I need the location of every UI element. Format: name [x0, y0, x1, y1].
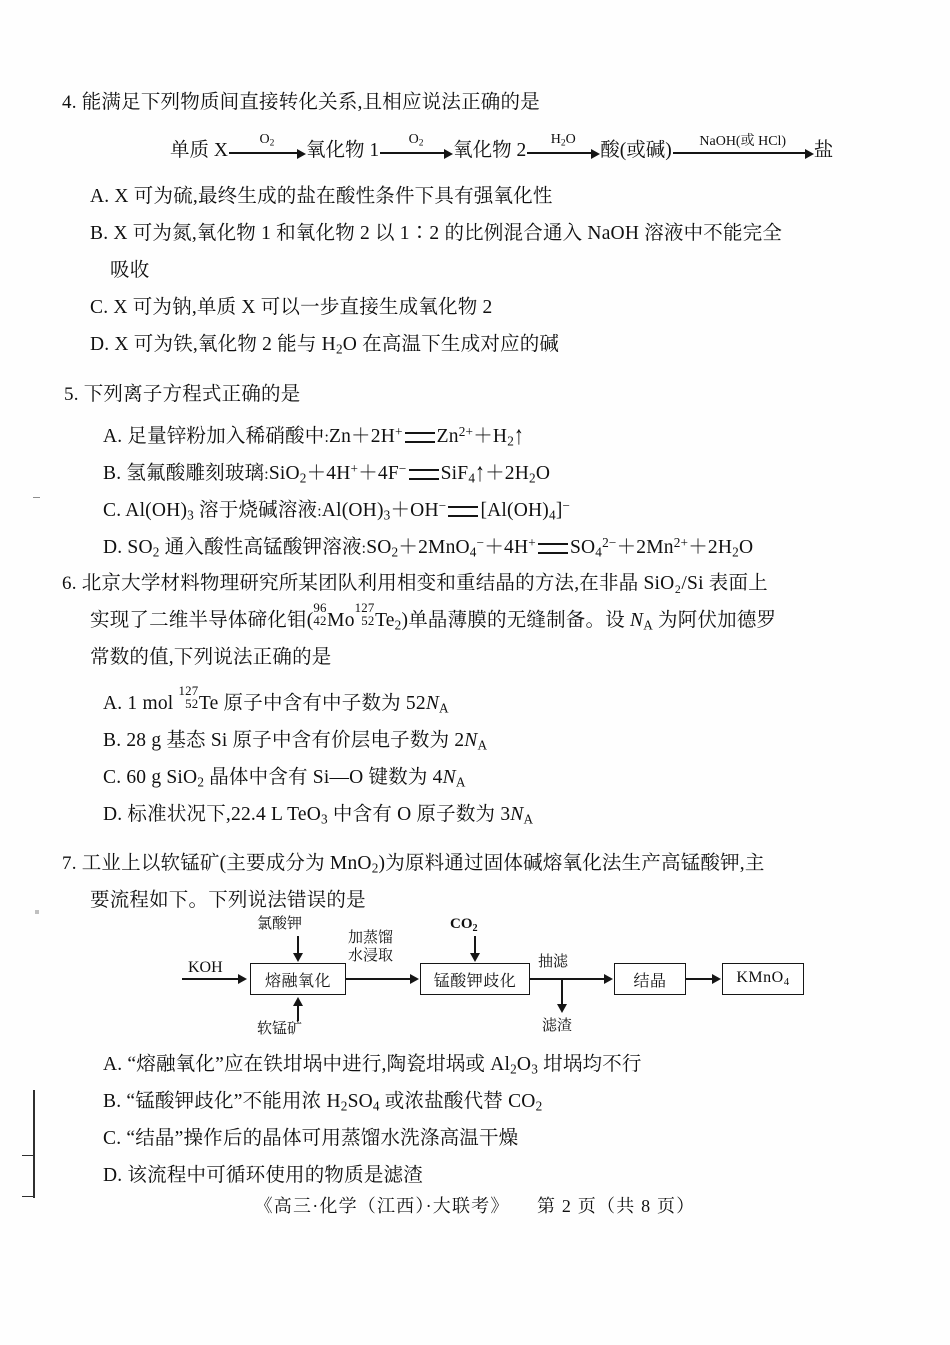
- question-4-option-d: D. X 可为铁,氧化物 2 能与 $H_2O$ 在高温下生成对应的碱: [90, 334, 560, 357]
- reaction-arrow-1: [380, 128, 452, 162]
- question-5-stem: [64, 376, 300, 413]
- flow-step-label-leach-line1: 加蒸馏: [348, 930, 394, 946]
- reaction-node-3: 酸(或碱): [600, 140, 672, 162]
- flow-product-label: KMnO$_4$: [736, 969, 790, 989]
- reaction-arrow-2: [527, 128, 599, 162]
- question-6-stem-line-1: [62, 565, 768, 602]
- flow-box-disproportionation: 锰酸钾歧化: [420, 963, 530, 995]
- scan-artifact-tick-upper: [22, 1155, 34, 1156]
- scan-artifact-line: [33, 1090, 35, 1198]
- scan-artifact-dot-upper: [33, 497, 40, 498]
- reaction-arrow-label-2: $H_2O$: [550, 131, 576, 149]
- question-6-stem-line-3: [90, 639, 331, 676]
- question-4-option-c: C. X 可为钠,单质 X 可以一步直接生成氧化物 2: [90, 297, 493, 318]
- question-5-option-c: C. $Al(OH)_3$ 溶于烧碱溶液$:Al(OH)_3+OH^-$ $[Al(OH)_4]^-$: [103, 498, 571, 523]
- flow-step-label-leach-line2: 水浸取: [348, 948, 394, 964]
- question-7-stem-line-1: [62, 845, 765, 887]
- reaction-arrow-label-0: $O_2$: [259, 131, 275, 149]
- question-5-option-a: A. 足量锌粉加入稀硝酸中:Zn＋2H+ $Zn^{2+}+H_2↑$: [103, 422, 524, 451]
- flow-box-melt-oxidation: 熔融氧化: [250, 963, 346, 995]
- question-6-option-a: A. 1 mol 127 52 Te 原子中含有中子数为 $52N_A$: [103, 683, 449, 716]
- reaction-arrow-3: [673, 128, 813, 162]
- question-7-stem-line-2: [90, 882, 366, 919]
- scan-artifact-dot-lower: [35, 910, 39, 914]
- question-4-number: 4.: [62, 92, 77, 113]
- flow-step-label-leach: [348, 929, 393, 965]
- reaction-node-1: 氧化物 1: [305, 140, 380, 162]
- flow-input-koh: KOH: [188, 959, 223, 976]
- flow-input-co2: $CO_2$: [450, 916, 478, 934]
- scan-artifact-tick-lower: [22, 1196, 35, 1197]
- question-7-option-a: A. “熔融氧化”应在铁坩埚中进行,陶瓷坩埚或 $Al_2O_3$ 坩埚均不行: [103, 1054, 642, 1077]
- question-6-option-c: C. 60 g SiO$_2$ 晶体中含有 Si—O 键数为 $4N_A$: [103, 767, 466, 790]
- question-6-stem-text-3: 常数的值,下列说法正确的是: [90, 647, 332, 668]
- question-4-option-a: A. X 可为硫,最终生成的盐在酸性条件下具有强氧化性: [90, 186, 553, 207]
- process-flowchart: [180, 915, 790, 1040]
- footer-exam-title: 《高三·化学（江西）·大联考》: [254, 1196, 510, 1216]
- isotope-te: 127 52: [354, 600, 375, 628]
- flow-step-label-suction-filtration: 抽滤: [538, 954, 569, 970]
- question-7-option-b: B. “锰酸钾歧化”不能用浓 $H_2SO_4$ 或浓盐酸代替 $CO_2$: [103, 1091, 543, 1114]
- reaction-node-0: 单质 X: [170, 140, 228, 162]
- question-4-stem-text: 能满足下列物质间直接转化关系,且相应说法正确的是: [81, 92, 540, 113]
- reaction-node-4: 盐: [813, 140, 834, 162]
- question-6-option-b: B. 28 g 基态 Si 原子中含有价层电子数为 $2N_A$: [103, 730, 488, 753]
- isotope-te-option: 127 52: [178, 683, 199, 711]
- question-5-option-d: D. $SO_2$ 通入酸性高锰酸钾溶液$:SO_2+2MnO_4^-+4H^+$ $SO_4^{2-}+2Mn^{2+}+2H_2O$: [103, 535, 754, 560]
- flow-input-potassium-chlorate: 氯酸钾: [257, 916, 303, 932]
- question-7-option-d: D. 该流程中可循环使用的物质是滤渣: [103, 1165, 423, 1186]
- reaction-chain-diagram: [170, 128, 833, 174]
- flow-input-pyrolusite: 软锰矿: [257, 1021, 303, 1037]
- question-4-option-b: B. X 可为氮,氧化物 1 和氧化物 2 以 1∶2 的比例混合通入 NaOH 溶液中不能完全: [90, 223, 783, 244]
- page-footer: [0, 1192, 950, 1218]
- reaction-arrow-label-3: NaOH(或 HCl): [699, 134, 787, 149]
- question-6-option-d: D. 标准状况下,22.4 L TeO$_3$ 中含有 O 原子数为 $3N_A$: [103, 804, 534, 827]
- footer-page-number: 第 2 页（共 8 页）: [537, 1196, 696, 1216]
- flow-output-residue: 滤渣: [542, 1018, 573, 1034]
- flow-box-product-kmno4: [722, 963, 804, 995]
- question-4-stem: [62, 84, 540, 121]
- reaction-node-2: 氧化物 2: [453, 140, 527, 162]
- reaction-arrow-0: [229, 128, 305, 162]
- question-6-stem-line-2: 实现了二维半导体碲化钼( 96 42 Mo 127 52 $Te_2$)单晶薄膜的无缝制备。设 $N_A$ 为阿伏加德罗: [90, 600, 777, 633]
- flow-box-crystallization: 结晶: [614, 963, 686, 995]
- question-5-option-b: B. 氢氟酸雕刻玻璃:SiO$_2$＋4H+＋4F− $SiF_4↑+2H_2O$: [103, 459, 551, 488]
- question-4-option-b-cont: 吸收: [110, 260, 150, 281]
- question-5-number: 5.: [64, 384, 79, 405]
- question-7-option-c: C. “结晶”操作后的晶体可用蒸馏水洗涤高温干燥: [103, 1128, 519, 1149]
- question-5-stem-text: 下列离子方程式正确的是: [83, 384, 301, 405]
- isotope-mo: 96 42: [313, 600, 327, 628]
- question-7-stem-text-2: 要流程如下。下列说法错误的是: [90, 890, 366, 911]
- question-7-stem-text-1: 工业上以软锰矿(主要成分为 MnO$_2$)为原料通过固体碱熔氧化法生产高锰酸钾,主: [81, 853, 765, 876]
- reaction-arrow-label-1: $O_2$: [408, 131, 424, 149]
- question-6-number: 6.: [62, 573, 77, 594]
- question-6-stem-text-1: 北京大学材料物理研究所某团队利用相变和重结晶的方法,在非晶 SiO₂/Si 表面上: [81, 573, 768, 594]
- question-7-number: 7.: [62, 853, 77, 874]
